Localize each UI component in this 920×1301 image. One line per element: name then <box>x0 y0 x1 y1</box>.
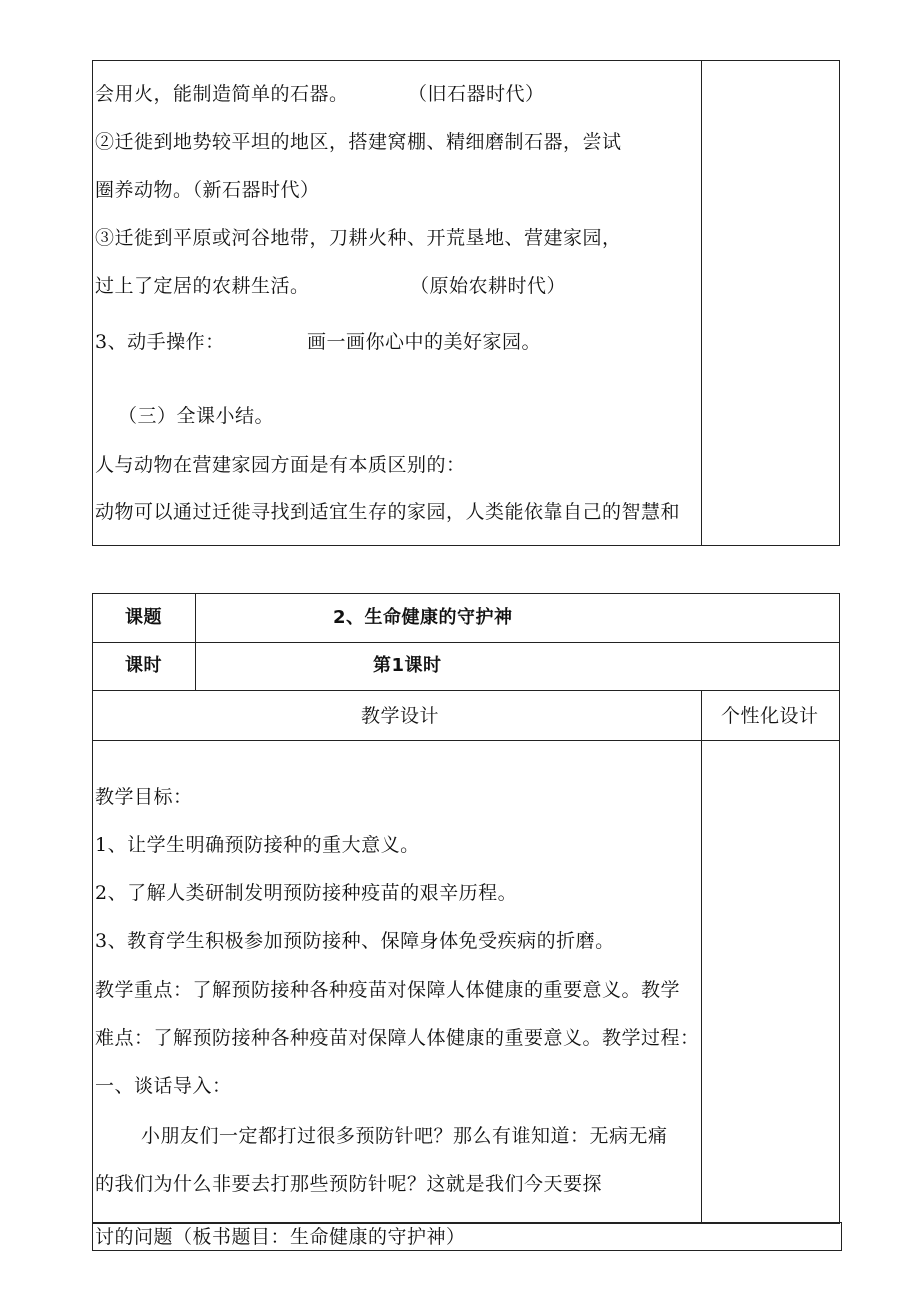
intro-heading: 一、谈话导入： <box>95 1075 232 1097</box>
table1-line-1: 会用火，能制造简单的石器。 <box>95 83 349 105</box>
row-divider-topic <box>92 642 840 643</box>
intro-paragraph-line-2: 的我们为什么非要去打那些预防针呢？这就是我们今天要探 <box>95 1173 603 1195</box>
topic-label: 课题 <box>125 607 162 628</box>
objective-3: 3、教育学生积极参加预防接种、保障身体免受疾病的折磨。 <box>95 930 615 952</box>
table1-line-5: 过上了定居的农耕生活。 <box>95 275 310 297</box>
topic-value: 2、生命健康的守护神 <box>333 607 513 628</box>
personal-column-divider <box>701 690 702 1224</box>
row-divider-header <box>92 740 840 741</box>
table1-line-3: 圈养动物。（新石器时代） <box>95 179 320 201</box>
personal-column-header: 个性化设计 <box>721 705 819 727</box>
table1-line-7: （三）全课小结。 <box>118 405 275 427</box>
table1-column-divider <box>701 60 702 546</box>
period-label: 课时 <box>125 655 162 676</box>
period-value: 第1课时 <box>373 655 442 676</box>
table1-line-8: 人与动物在营建家园方面是有本质区别的： <box>95 454 466 476</box>
objective-1: 1、让学生明确预防接种的重大意义。 <box>95 834 420 856</box>
table1-line-4: ③迁徙到平原或河谷地带，刀耕火种、开荒垦地、营建家园， <box>95 227 622 249</box>
row-divider-period <box>92 690 840 691</box>
key-points-line-1: 教学重点：了解预防接种各种疫苗对保障人体健康的重要意义。教学 <box>95 979 681 1001</box>
design-column-header: 教学设计 <box>361 705 440 727</box>
era-label-old-stone-age: （旧石器时代） <box>408 83 545 105</box>
label-column-divider <box>195 593 196 690</box>
table1-line-9: 动物可以通过迁徙寻找到适宜生存的家园，人类能依靠自己的智慧和 <box>95 501 681 523</box>
objective-2: 2、了解人类研制发明预防接种疫苗的艰辛历程。 <box>95 882 518 904</box>
intro-paragraph-line-1: 小朋友们一定都打过很多预防针吧？那么有谁知道：无病无痛 <box>141 1125 668 1147</box>
footer-line: 讨的问题（板书题目：生命健康的守护神） <box>95 1226 466 1248</box>
table1-line-6: 3、动手操作： <box>95 331 225 353</box>
key-points-line-2: 难点：了解预防接种各种疫苗对保障人体健康的重要意义。教学过程： <box>95 1027 700 1049</box>
era-label-farming-age: （原始农耕时代） <box>410 275 567 297</box>
objectives-heading: 教学目标： <box>95 786 193 808</box>
table1-line-2: ②迁徙到地势较平坦的地区，搭建窝棚、精细磨制石器，尝试 <box>95 131 622 153</box>
hands-on-task: 画一画你心中的美好家园。 <box>307 331 542 353</box>
